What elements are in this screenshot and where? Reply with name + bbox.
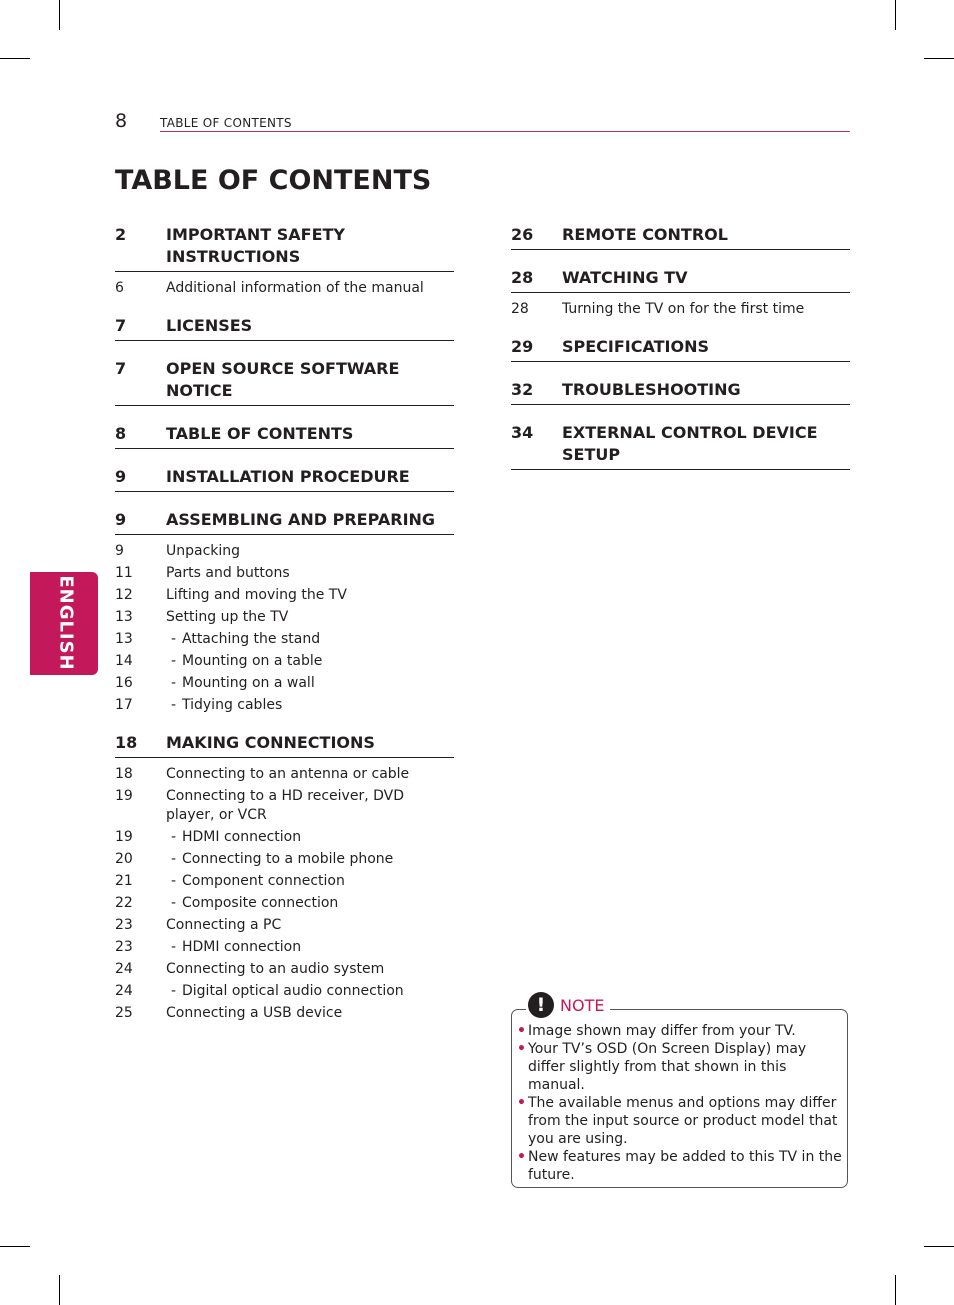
toc-entry-page: 13	[115, 609, 133, 625]
toc-section-title: SPECIFICATIONS	[562, 337, 710, 356]
toc-entry	[115, 894, 454, 913]
toc-section-title: IMPORTANT SAFETY INSTRUCTIONS	[166, 225, 345, 266]
toc-section-title: TABLE OF CONTENTS	[166, 424, 354, 443]
toc-entry-page: 17	[115, 697, 133, 713]
toc-entry	[511, 300, 850, 319]
running-header-title: TABLE OF CONTENTS	[160, 116, 292, 130]
toc-entry-page: 12	[115, 587, 133, 603]
toc-entry-title	[166, 938, 454, 957]
toc-section-page: 9	[115, 467, 127, 486]
note-label: NOTE	[560, 995, 605, 1015]
toc-entry	[115, 564, 454, 583]
toc-entry-page: 9	[115, 543, 124, 559]
toc-section-heading	[511, 422, 850, 470]
toc-entry-page: 18	[115, 766, 133, 782]
toc-entry-page: 25	[115, 1005, 133, 1021]
toc-entry	[115, 608, 454, 627]
toc-section-heading	[115, 224, 454, 272]
toc-entry-text: Connecting to an antenna or cable	[166, 766, 410, 782]
toc-entry-text: Connecting a PC	[166, 917, 282, 933]
toc-entry-text: Digital optical audio connection	[182, 983, 404, 999]
toc-entry-title	[166, 765, 454, 784]
toc-entry-text: Connecting to a mobile phone	[182, 851, 394, 867]
toc-entry	[115, 828, 454, 847]
toc-right-column	[511, 224, 850, 487]
toc-entry-page: 16	[115, 675, 133, 691]
crop-mark	[924, 1246, 954, 1247]
sub-entry-dash: -	[170, 895, 177, 911]
toc-entry	[115, 279, 454, 298]
toc-entry-title	[166, 916, 454, 935]
toc-entry-title	[166, 960, 454, 979]
toc-section-title: INSTALLATION PROCEDURE	[166, 467, 410, 486]
toc-entry	[115, 960, 454, 979]
note-box	[511, 994, 848, 1188]
toc-entry-text: Turning the TV on for the first time	[562, 301, 805, 317]
toc-entry-text: Tidying cables	[182, 697, 283, 713]
toc-section-page: 7	[115, 316, 127, 335]
toc-section	[115, 315, 454, 341]
toc-entry-text: Component connection	[182, 873, 345, 889]
toc-section	[511, 379, 850, 405]
toc-entry-text: Setting up the TV	[166, 609, 289, 625]
sub-entry-dash: -	[170, 851, 177, 867]
toc-entry-page: 24	[115, 983, 133, 999]
toc-section-title: MAKING CONNECTIONS	[166, 733, 375, 752]
toc-entry-text: HDMI connection	[182, 829, 302, 845]
toc-entry	[115, 872, 454, 891]
crop-mark	[59, 0, 60, 30]
toc-section-heading	[115, 315, 454, 341]
bullet-icon: •	[517, 1149, 526, 1165]
toc-section-page: 28	[511, 268, 534, 287]
toc-section	[115, 466, 454, 492]
toc-entry-title	[166, 787, 454, 825]
toc-entry-text: Mounting on a table	[182, 653, 323, 669]
language-tab-label: ENGLISH	[55, 575, 77, 671]
note-item	[517, 1094, 843, 1148]
toc-entry-text: HDMI connection	[182, 939, 302, 955]
toc-entry-page: 19	[115, 788, 133, 804]
toc-section	[511, 336, 850, 362]
toc-section-page: 18	[115, 733, 138, 752]
sub-entry-dash: -	[170, 631, 177, 647]
toc-section-title: TROUBLESHOOTING	[562, 380, 741, 399]
crop-mark	[895, 0, 896, 30]
toc-section-heading	[115, 732, 454, 758]
toc-section-page: 29	[511, 337, 534, 356]
note-item	[517, 1022, 843, 1040]
toc-entry-title	[166, 630, 454, 649]
crop-mark	[59, 1275, 60, 1305]
toc-entry	[115, 787, 454, 825]
crop-mark	[924, 58, 954, 59]
toc-entry-page: 23	[115, 917, 133, 933]
toc-item-list	[115, 765, 454, 1023]
toc-entry	[115, 696, 454, 715]
note-item	[517, 1148, 843, 1184]
toc-entry-title	[166, 279, 454, 298]
toc-entry-title	[166, 982, 454, 1001]
page-number: 8	[115, 110, 128, 132]
toc-entry-title	[166, 564, 454, 583]
crop-mark	[895, 1275, 896, 1305]
note-item	[517, 1040, 843, 1094]
note-header	[526, 992, 610, 1018]
toc-section-heading	[511, 336, 850, 362]
toc-entry-title	[562, 300, 850, 319]
language-tab	[30, 572, 98, 675]
toc-entry-text: Lifting and moving the TV	[166, 587, 347, 603]
toc-section	[115, 224, 454, 298]
note-item-text: The available menus and options may differ from the input source or product model that you are using.	[528, 1095, 838, 1147]
toc-entry-title	[166, 674, 454, 693]
toc-entry	[115, 630, 454, 649]
bullet-icon: •	[517, 1041, 526, 1057]
toc-section-page: 32	[511, 380, 534, 399]
toc-section-page: 2	[115, 225, 127, 244]
toc-section-title: EXTERNAL CONTROL DEVICE SETUP	[562, 423, 818, 464]
toc-entry-text: Composite connection	[182, 895, 339, 911]
note-item-text: Your TV’s OSD (On Screen Display) may differ slightly from that shown in this manual.	[528, 1041, 807, 1093]
toc-entry-title	[166, 608, 454, 627]
toc-section-heading	[511, 379, 850, 405]
toc-entry-page: 13	[115, 631, 133, 647]
toc-entry-title	[166, 894, 454, 913]
toc-item-list	[115, 542, 454, 715]
toc-entry	[115, 542, 454, 561]
toc-entry	[115, 1004, 454, 1023]
toc-entry-title	[166, 652, 454, 671]
toc-section-heading	[511, 267, 850, 293]
toc-section-heading	[115, 423, 454, 449]
toc-entry-title	[166, 850, 454, 869]
toc-entry	[115, 674, 454, 693]
toc-section-title: OPEN SOURCE SOFTWARE NOTICE	[166, 359, 400, 400]
toc-entry-text: Attaching the stand	[182, 631, 321, 647]
note-item-text: Image shown may differ from your TV.	[528, 1023, 796, 1039]
toc-entry	[115, 850, 454, 869]
toc-section	[115, 509, 454, 715]
toc-entry-page: 20	[115, 851, 133, 867]
toc-entry-text: Additional information of the manual	[166, 280, 424, 296]
toc-section	[511, 267, 850, 319]
bullet-icon: •	[517, 1023, 526, 1039]
toc-entry-page: 14	[115, 653, 133, 669]
sub-entry-dash: -	[170, 829, 177, 845]
toc-item-list	[115, 279, 454, 298]
toc-section-page: 26	[511, 225, 534, 244]
toc-section-heading	[115, 358, 454, 406]
toc-section-heading	[511, 224, 850, 250]
toc-left-column	[115, 224, 454, 1040]
toc-item-list	[511, 300, 850, 319]
note-list	[517, 1022, 843, 1184]
toc-section-page: 7	[115, 359, 127, 378]
toc-entry	[115, 938, 454, 957]
toc-section	[115, 732, 454, 1023]
toc-section-title: LICENSES	[166, 316, 253, 335]
toc-section-title: WATCHING TV	[562, 268, 688, 287]
toc-section	[511, 422, 850, 470]
toc-entry-page: 19	[115, 829, 133, 845]
toc-section	[115, 423, 454, 449]
toc-entry-text: Unpacking	[166, 543, 241, 559]
bullet-icon: •	[517, 1095, 526, 1111]
sub-entry-dash: -	[170, 697, 177, 713]
toc-entry-text: Mounting on a wall	[182, 675, 315, 691]
toc-entry-page: 22	[115, 895, 133, 911]
toc-section	[115, 358, 454, 406]
toc-section-page: 8	[115, 424, 127, 443]
sub-entry-dash: -	[170, 939, 177, 955]
toc-entry-page: 28	[511, 301, 529, 317]
toc-entry-text: Parts and buttons	[166, 565, 290, 581]
toc-entry-title	[166, 1004, 454, 1023]
header-rule	[160, 131, 850, 132]
exclamation-icon: !	[528, 992, 554, 1018]
toc-entry-title	[166, 696, 454, 715]
page-title: TABLE OF CONTENTS	[115, 165, 432, 196]
sub-entry-dash: -	[170, 675, 177, 691]
sub-entry-dash: -	[170, 653, 177, 669]
toc-entry	[115, 765, 454, 784]
toc-entry-page: 6	[115, 280, 124, 296]
note-item-text: New features may be added to this TV in the future.	[528, 1149, 842, 1183]
sub-entry-dash: -	[170, 983, 177, 999]
toc-entry-page: 11	[115, 565, 133, 581]
toc-section-page: 9	[115, 510, 127, 529]
toc-entry-title	[166, 542, 454, 561]
toc-section	[511, 224, 850, 250]
toc-entry-page: 21	[115, 873, 133, 889]
toc-entry	[115, 652, 454, 671]
sub-entry-dash: -	[170, 873, 177, 889]
toc-entry-title	[166, 828, 454, 847]
toc-entry-text: Connecting to a HD receiver, DVD player, or VCR	[166, 788, 404, 823]
toc-entry	[115, 982, 454, 1001]
toc-entry	[115, 916, 454, 935]
toc-section-heading	[115, 466, 454, 492]
crop-mark	[0, 58, 30, 59]
toc-section-title: ASSEMBLING AND PREPARING	[166, 510, 436, 529]
toc-section-page: 34	[511, 423, 534, 442]
crop-mark	[0, 1246, 30, 1247]
toc-section-title: REMOTE CONTROL	[562, 225, 728, 244]
toc-entry-page: 23	[115, 939, 133, 955]
toc-entry-text: Connecting to an audio system	[166, 961, 385, 977]
toc-entry-title	[166, 872, 454, 891]
toc-entry-page: 24	[115, 961, 133, 977]
toc-entry-title	[166, 586, 454, 605]
toc-entry-text: Connecting a USB device	[166, 1005, 343, 1021]
toc-section-heading	[115, 509, 454, 535]
toc-entry	[115, 586, 454, 605]
